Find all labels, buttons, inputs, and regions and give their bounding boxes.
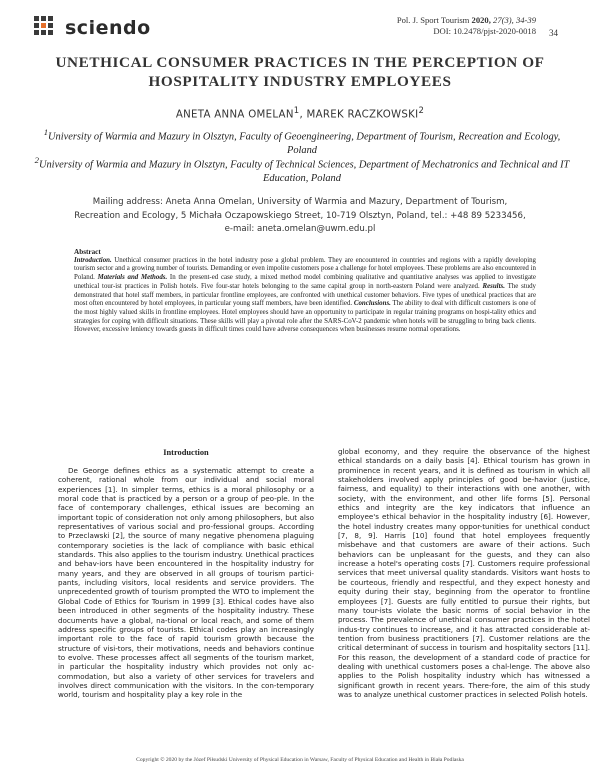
page-number: 34 xyxy=(549,28,558,38)
abstract-text: In the present-ed case study, a mixed method model combining qualitative and quantitative analyses was applied to investigate unethical tour-ist practices in Polish hotels. Five four-star hotels belonging to the same capital group in north-eastern Poland were analyzed. xyxy=(74,274,536,290)
article-title: UNETHICAL CONSUMER PRACTICES IN THE PERCEPTION OF HOSPITALITY INDUSTRY EMPLOYEES xyxy=(55,54,545,90)
affiliation-text: University of Warmia and Mazury in Olsztyn, Faculty of Geoengineering, Department of Tourism, Recreation and Ecology, Poland xyxy=(48,131,561,157)
doi: DOI: 10.2478/pjst-2020-0018 xyxy=(433,26,536,36)
mailing-line: Mailing address: Aneta Anna Omelan, University of Warmia and Mazury, Department of Tourism, xyxy=(92,197,508,207)
mailing-email[interactable]: e-mail: aneta.omelan@uwm.edu.pl xyxy=(224,224,376,235)
affiliation-sup: 2 xyxy=(34,155,39,165)
publisher-logo xyxy=(33,15,151,41)
author-sup: 1 xyxy=(293,106,300,116)
brand-name: sciendo xyxy=(65,17,151,39)
affiliation-2 xyxy=(34,154,570,186)
body-column-left xyxy=(58,466,314,700)
journal-year: 2020, xyxy=(471,15,491,25)
journal-name: Pol. J. Sport Tourism xyxy=(396,15,470,25)
affiliation-1 xyxy=(34,126,570,158)
author-list xyxy=(40,106,560,120)
abstract-text: The ability to deal with difficult customers is one of the most highly valued skills in frontline employees. Hotel employees should have an opportunity to participate in regular training programs on hospi-tality ethics and strategies for coping with difficult situations. These skills will play a pivotal role after the SARS-CoV-2 pandemic when hotels will be struggling to bring back clients. However, excessive leniency towards guests in difficult times could have adverse consequences when businesses resume normal operations. xyxy=(74,300,536,334)
abstract-label: Conclusions. xyxy=(353,300,391,308)
abstract xyxy=(74,248,536,335)
mailing-address xyxy=(40,196,560,237)
affiliation-text: University of Warmia and Mazury in Olsztyn, Faculty of Technical Sciences, Department of Mechatronics and Technical and IT Education, Poland xyxy=(38,159,570,185)
abstract-text: The study demonstrated that hotel staff members, in particular frontline employees, are confronted with unethical customer behaviors. Five types of unethical practices that are most often encountered by hotel employees, in particular young staff members, have been identified. xyxy=(74,282,536,308)
body-paragraph: global economy, and they require the observance of the highest ethical standards on a daily basis [4]. Ethical tourism has grown in prominence in recent years, and it is defined as tourism in which all stakeholders involved apply principles of good be-havior (justice, fairness, and equality) to their interactions with one another, with society, with the environment, and other life forms [5]. Personal ethics and integrity are the key indicators that influence an employee's ethical behavior in the hospitality industry [6]. However, the hotel industry creates many oppor-tunities for unethical conduct [7, 8, 9]. Harris [10] found that hotel employees frequently misbehave and that customers are aware of their actions. Such behaviors can be unpleasant for the guests, and they can also increase a hotel's operating costs [7]. Customers require professional services that meet universal quality standards. Visitors want hosts to be courteous, friendly and respectful, and they expect honesty and equity during their stay, beginning from the operator to frontline employees [7]. Guests are fully entitled to pursue their rights, but many tour-ists violate the basic norms of social behavior in the process. The prevalence of unethical consumer practices in the hotel indus-try continues to increase, and it has attracted considerable at-tention from business practitioners [7]. Customer relations are the critical determinant of success in tourism and hospitality sectors [11]. For this reason, the development of a standard code of practice for dealing with unethical customers poses a chal-lenge. The above also applies to the Polish hospitality industry which has witnessed a significant growth in recent years. There-fore, the aim of this study was to analyze unethical customer practices in selected Polish hotels. xyxy=(338,447,590,699)
journal-info xyxy=(397,15,536,37)
affiliation-sup: 1 xyxy=(43,127,49,137)
author-name: ANETA ANNA OMELAN xyxy=(175,109,294,121)
copyright-footer: Copyright © 2020 by the Józef Piłsudski University of Physical Education in Warsaw, Faculty of Physical Education and Health in Biała Podlaska xyxy=(136,757,464,763)
mailing-line: Recreation and Ecology, 5 Michała Oczapowskiego Street, 10-719 Olsztyn, Poland, tel.: +48 89 5233456, xyxy=(74,210,526,221)
author-separator: , xyxy=(299,109,307,121)
abstract-heading: Abstract xyxy=(74,248,101,256)
abstract-label: Results. xyxy=(482,282,505,290)
body-paragraph: De George defines ethics as a systematic attempt to create a coherent, rational whole from our individual and social moral experiences [1]. In simpler terms, ethics is a moral philosophy or a moral code that is practiced by a person or a group of peo-ple. In the face of contemporary challenges, ethical issues are becoming an important topic of consideration not only among philosophers, but also representatives of various social and pro-fessional groups. According to Przeclawski [2], the source of many negative phenomena plaguing contemporary societies is the lack of compliance with basic ethical standards. This also applies to the tourism industry. Unethical practices and behav-iors have been encountered in the hospitality industry for many years, and they are observed in all groups of tourism partici-pants, including visitors, local residents and service providers. The unprecedented growth of tourism prompted the WTO to implement the Global Code of Ethics for Tourism in 1999 [3]. Ethical codes have also been introduced in other segments of the hospitality industry. These documents have a global, na-tional or local reach, and some of them address specific groups of tourists. Ethical codes play an increasingly important role to the face of rapid tourism growth because the structure of visi-tors, their motivations, needs and behaviors continue to evolve. These processes affect all segments of the tourism market, in particular the hospitality industry which provides not only ac-commodation, but also a variety of other services for travelers and involves direct communication with the visitors. In the con-temporary world, tourism and hospitality play a key role in the xyxy=(58,466,314,700)
sciendo-logo-icon xyxy=(33,15,59,41)
abstract-label: Materials and Methods. xyxy=(97,274,168,282)
abstract-label: Introduction. xyxy=(74,256,112,264)
author-name: MAREK RACZKOWSKI xyxy=(306,109,419,121)
abstract-text: Unethical consumer practices in the hotel industry pose a global problem. They are encountered in countries and regions with a rapidly developing tourism sector and a growing number of tourists. Demanding or even impolite customers pose a challenge for hotel employees. These problems are also encountered in Poland. xyxy=(74,256,536,282)
body-column-right xyxy=(338,447,590,699)
section-heading: Introduction xyxy=(163,448,209,457)
author-sup: 2 xyxy=(418,106,425,116)
journal-volume: 27(3), 34-39 xyxy=(493,15,536,25)
